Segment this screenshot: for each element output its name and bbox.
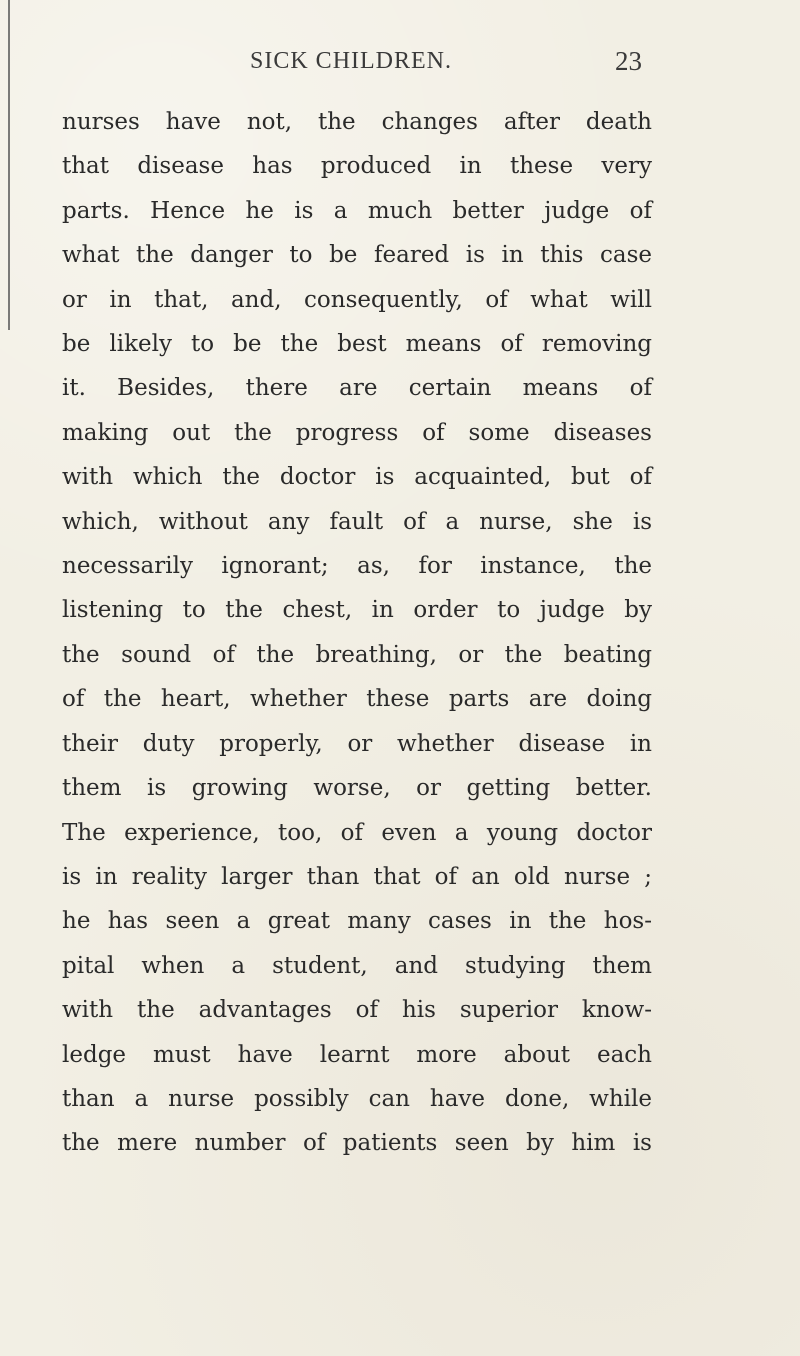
text-line: listening to the chest, in order to judge by — [62, 597, 652, 624]
text-line: of the heart, whether these parts are doing — [62, 686, 652, 713]
text-line: nurses have not, the changes after death — [62, 109, 652, 135]
text-line: what the danger to be feared is in this case — [62, 242, 652, 269]
text-line: ledge must have learnt more about each — [62, 1041, 652, 1068]
text-line: their duty properly, or whether disease in — [62, 730, 652, 757]
text-line: parts. Hence he is a much better judge of — [62, 197, 652, 224]
text-line: the sound of the breathing, or the beating — [62, 641, 652, 668]
text-line: with the advantages of his superior know- — [62, 997, 652, 1024]
text-line: with which the doctor is acquainted, but of — [62, 464, 652, 491]
text-line: it. Besides, there are certain means of — [62, 375, 652, 402]
text-line: pital when a student, and studying them — [62, 952, 652, 979]
body-text — [62, 100, 652, 1166]
text-line: them is growing worse, or getting better. — [62, 775, 652, 802]
text-line: necessarily ignorant; as, for instance, the — [62, 553, 652, 580]
page-number: 23 — [615, 46, 642, 76]
text-line: the mere number of patients seen by him is — [62, 1130, 652, 1157]
text-line: than a nurse possibly can have done, while — [62, 1085, 652, 1112]
text-line: he has seen a great many cases in the hos- — [62, 908, 652, 935]
text-line: be likely to be the best means of removing — [62, 331, 652, 358]
text-line: which, without any fault of a nurse, she is — [62, 508, 652, 535]
text-line: The experience, too, of even a young doctor — [62, 819, 652, 846]
running-head: SICK CHILDREN. — [250, 48, 453, 74]
text-line: that disease has produced in these very — [62, 153, 652, 180]
text-line: making out the progress of some diseases — [62, 419, 652, 446]
page-edge-line — [8, 0, 10, 330]
text-line: or in that, and, consequently, of what will — [62, 286, 652, 313]
text-line: is in reality larger than that of an old nurse ; — [62, 863, 652, 890]
